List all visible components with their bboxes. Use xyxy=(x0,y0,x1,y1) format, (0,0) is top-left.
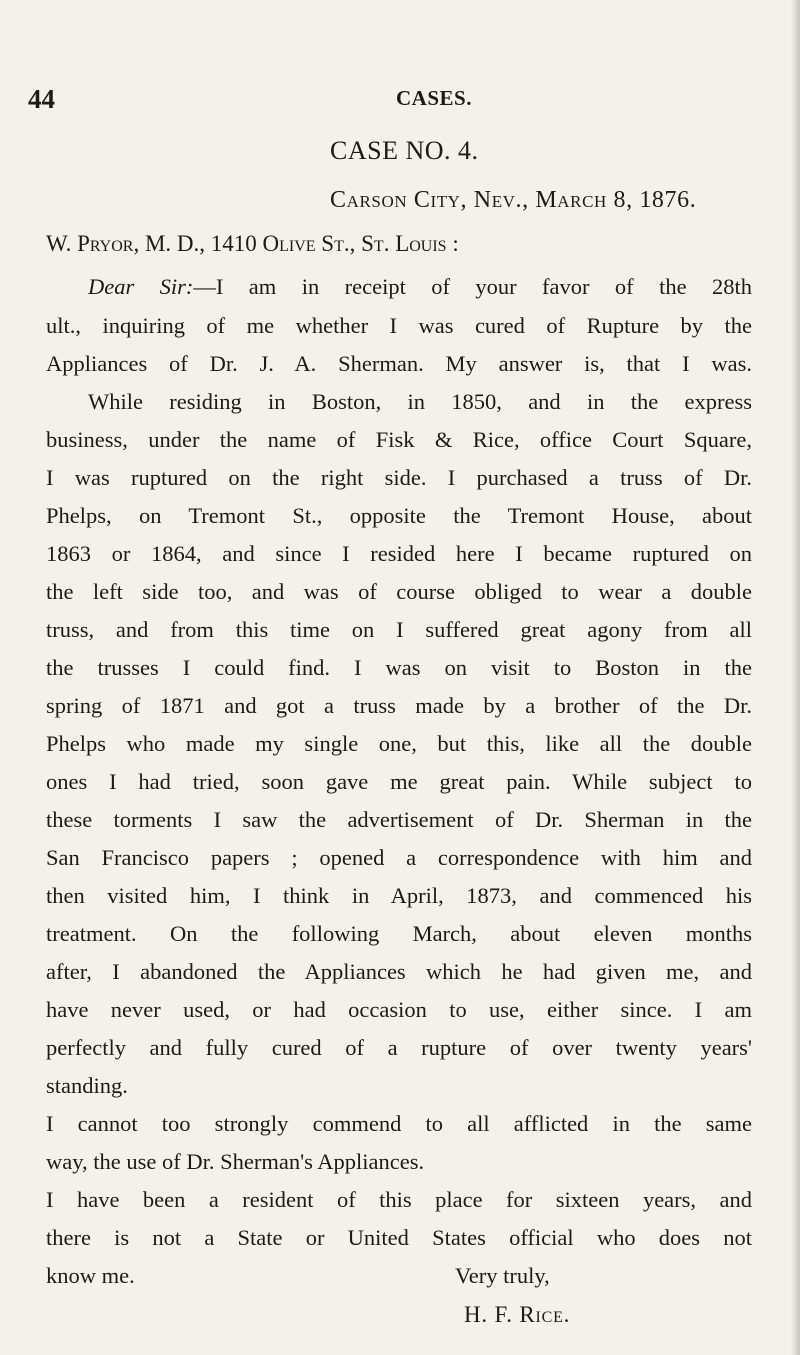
letter-line: ones I had tried, soon gave me great pain. While subject to xyxy=(46,769,752,794)
salutation: Dear Sir: xyxy=(88,274,194,299)
letter-line: standing. xyxy=(46,1073,128,1098)
letter-line: Appliances of Dr. J. A. Sherman. My answer is, that I was. xyxy=(46,351,752,376)
letter-line: after, I abandoned the Appliances which he had given me, and xyxy=(46,959,752,984)
letter-line: ult., inquiring of me whether I was cured of Rupture by the xyxy=(46,313,752,338)
letter-line: truss, and from this time on I suffered great agony from all xyxy=(46,617,752,642)
letter-line: I cannot too strongly commend to all afflicted in the same xyxy=(46,1111,752,1136)
letter-line: way, the use of Dr. Sherman's Appliances. xyxy=(46,1149,425,1174)
page-edge-shadow xyxy=(791,0,800,1355)
running-header xyxy=(28,84,748,114)
dateline: Carson City, Nev., March 8, 1876. xyxy=(330,187,697,213)
closing-right: Very truly, xyxy=(455,1263,550,1288)
letter-line: I have been a resident of this place for sixteen years, and xyxy=(46,1187,752,1212)
letter-line: I was ruptured on the right side. I purchased a truss of Dr. xyxy=(46,465,752,490)
letter-line: San Francisco papers ; opened a correspondence with him and xyxy=(46,845,752,870)
letter-line: 1863 or 1864, and since I resided here I became ruptured on xyxy=(46,541,752,566)
letter-line-text: —I am in receipt of your favor of the 28th xyxy=(193,274,752,299)
letter-line: there is not a State or United States official who does not xyxy=(46,1225,752,1250)
letter-line: then visited him, I think in April, 1873, and commenced his xyxy=(46,883,752,908)
letter-line: the left side too, and was of course obliged to wear a double xyxy=(46,579,752,604)
running-title: CASES. xyxy=(396,86,472,110)
letter-line: have never used, or had occasion to use, either since. I am xyxy=(46,997,752,1022)
letter-line: While residing in Boston, in 1850, and in the express xyxy=(88,389,752,414)
letter-line xyxy=(88,274,752,300)
page-number: 44 xyxy=(28,84,55,114)
letter-line: Phelps who made my single one, but this, like all the double xyxy=(46,731,752,756)
letter-line: the trusses I could find. I was on visit to Boston in the xyxy=(46,655,752,680)
addressee-text: W. Pryor, M. D., 1410 Olive St., St. Louis : xyxy=(46,231,459,256)
closing-left: know me. xyxy=(46,1263,135,1288)
letter-line: spring of 1871 and got a truss made by a brother of the Dr. xyxy=(46,693,752,718)
letter-line: these torments I saw the advertisement of Dr. Sherman in the xyxy=(46,807,752,832)
letter-line: perfectly and fully cured of a rupture of over twenty years' xyxy=(46,1035,752,1060)
letter-line: Phelps, on Tremont St., opposite the Tremont House, about xyxy=(46,503,752,528)
addressee xyxy=(46,231,459,257)
case-title: CASE NO. 4. xyxy=(330,136,479,165)
signature: H. F. Rice. xyxy=(464,1302,571,1327)
letter-line: treatment. On the following March, about eleven months xyxy=(46,921,752,946)
letter-line: business, under the name of Fisk & Rice, office Court Square, xyxy=(46,427,752,452)
